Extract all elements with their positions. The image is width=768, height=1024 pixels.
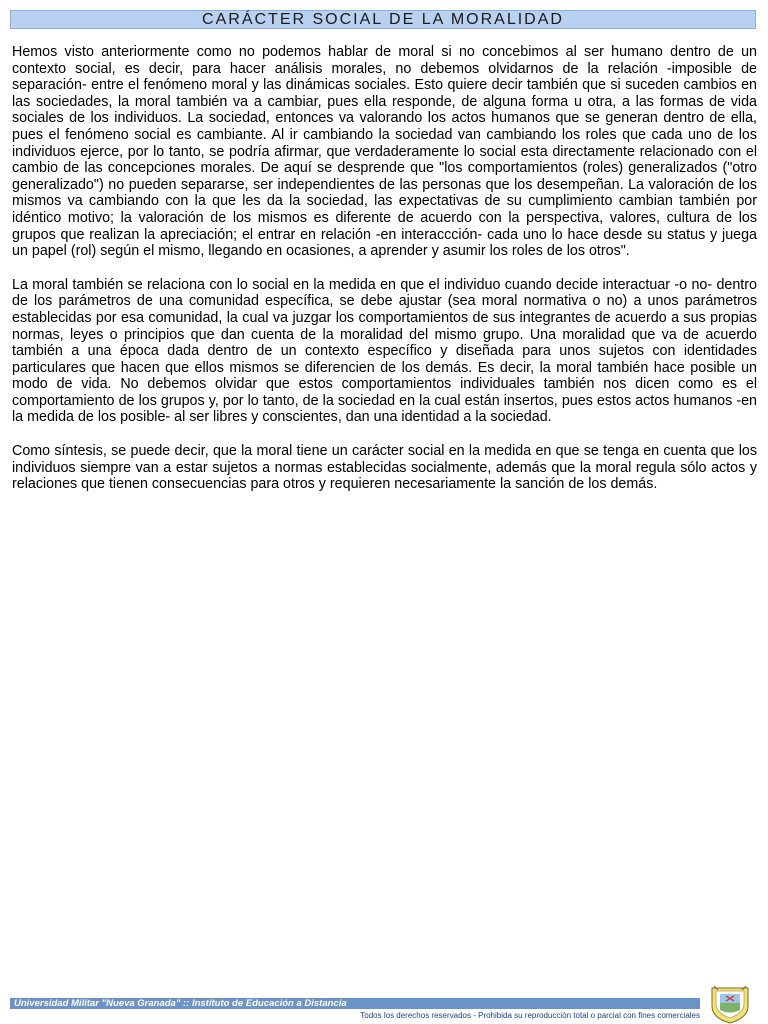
document-body <box>12 44 757 510</box>
paragraph-2: La moral también se relaciona con lo social en la medida en que el individuo cuando decide interactuar -o no- dentro de los parámetros de una comunidad específica, se debe ajustar (sea moral normativa o no) a unos parámetros establecidas por esa comunidad, la cual va juzgar los comportamientos de sus integrantes de acuerdo a sus propias normas, leyes o principios que dan cuenta de la moralidad del mismo grupo. Una moralidad que va de acuerdo también a una época dada dentro de un contexto específico y diseñada para unos sujetos con identidades particulares que hacen que ellos mismos se diferencien de los demás. Es decir, la moral también hace posible un modo de vida. No debemos olvidar que estos comportamientos individuales también nos dicen como es el comportamiento de los grupos y, por lo tanto, de la sociedad en la cual están insertos, pues estos actos humanos -en la medida de los posible- al ser libres y conscientes, dan una identidad a la sociedad. <box>12 276 757 426</box>
paragraph-1: Hemos visto anteriormente como no podemos hablar de moral si no concebimos al ser humano dentro de un contexto social, es decir, para hacer análisis morales, no debemos olvidarnos de la relación -imposible de separación- entre el fenómeno moral y las dinámicas sociales. Esto quiere decir también que si suceden cambios en las sociedades, la moral también va a cambiar, pues ella responde, de alguna forma u otra, a las formas de vida sociales de los individuos. La sociedad, entonces va valorando los actos humanos que se generan dentro de ella, pues el fenómeno social es cambiante. Al ir cambiando la sociedad van cambiando los roles que cada uno de los individuos ejerce, por lo tanto, se podría afirmar, que verdaderamente lo social esta directamente relacionado con el cambio de las concepciones morales. De aquí se desprende que "los comportamientos (roles) generalizados ("otro generalizado") no pueden separarse, ser independientes de las personas que los desempeñan. La valoración de los mismos va cambiando con la que les da la sociedad, las expectativas de su cumplimiento cambian también por idéntico motivo; la valoración de los mismos es diferente de acuerdo con la perspectiva, valores, cultura de los grupos que realizan la apreciación; el entrar en relación -en interaccción- cada uno lo hace desde su status y juega un papel (rol) según el mismo, llegando en ocasiones, a aprender y asumir los roles de los otros". <box>12 44 757 260</box>
page-title: CARÁCTER SOCIAL DE LA MORALIDAD <box>10 10 756 29</box>
footer-institution: Universidad Militar "Nueva Granada" :: Instituto de Educación a Distancia <box>10 998 700 1009</box>
footer-rights: Todos los derechos reservados - Prohibida su reproducción total o parcial con fines comerciales <box>360 1011 700 1020</box>
paragraph-3: Como síntesis, se puede decir, que la moral tiene un carácter social en la medida en que se tenga en cuenta que los individuos siempre van a estar sujetos a normas establecidas socialmente, además que la moral regula sólo actos y relaciones que tienen consecuencias para otros y requieren necesariamente la sanción de los demás. <box>12 443 757 493</box>
university-shield-logo-icon <box>706 984 754 1024</box>
